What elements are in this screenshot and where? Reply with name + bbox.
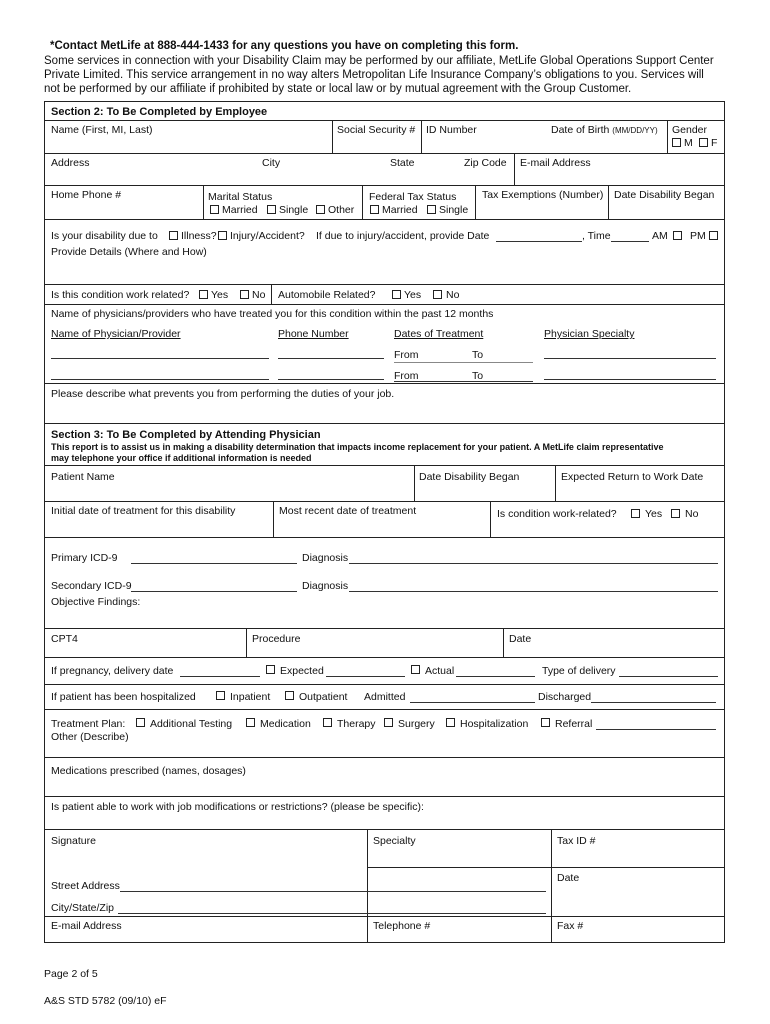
- to-label-1: To: [472, 349, 484, 361]
- tax-single-checkbox[interactable]: [427, 205, 436, 214]
- primary-icd-line[interactable]: [131, 563, 297, 564]
- divider: [555, 465, 556, 501]
- tax-married-checkbox[interactable]: [370, 205, 379, 214]
- am-label: AM: [652, 230, 668, 242]
- surgery-label: Surgery: [398, 718, 435, 730]
- physician-phone-line-1[interactable]: [278, 358, 384, 359]
- physician-name-line-1[interactable]: [51, 358, 269, 359]
- divider: [44, 383, 725, 384]
- primary-icd-label: Primary ICD-9: [51, 552, 118, 564]
- hospitalization-checkbox[interactable]: [446, 718, 455, 727]
- city-state-zip-line[interactable]: [118, 913, 546, 914]
- gender-label: Gender: [672, 124, 708, 136]
- delivery-date-line[interactable]: [180, 676, 260, 677]
- city-field[interactable]: City: [262, 157, 281, 169]
- cpt4-field[interactable]: CPT4: [51, 633, 78, 645]
- auto-yes-checkbox[interactable]: [392, 290, 401, 299]
- divider: [44, 709, 725, 710]
- s3-work-related-no-label: No: [685, 508, 699, 520]
- illness-label: Illness?: [181, 230, 217, 242]
- diagnosis2-label: Diagnosis: [302, 580, 349, 592]
- medications-field[interactable]: Medications prescribed (names, dosages): [51, 765, 246, 777]
- section2-title: Section 2: To Be Completed by Employee: [51, 106, 268, 118]
- expected-label: Expected: [280, 665, 324, 677]
- work-related-yes-label: Yes: [211, 289, 229, 301]
- medication-label: Medication: [260, 718, 311, 730]
- physicians-intro: Name of physicians/providers who have treated you for this condition within the past 12 months: [51, 308, 494, 320]
- prevents-field[interactable]: Please describe what prevents you from performing the duties of your job.: [51, 388, 395, 400]
- divider: [44, 537, 725, 538]
- intro-line-2: Private Limited. This service arrangement in no way alters Metropolitan Life Insurance Company’s obligations to you. Services will: [44, 69, 704, 81]
- city-state-zip-label: City/State/Zip: [51, 902, 115, 914]
- ssn-field[interactable]: Social Security #: [337, 124, 416, 136]
- divider: [44, 423, 725, 424]
- work-related-no-checkbox[interactable]: [240, 290, 249, 299]
- intro-line-3: not be performed by our affiliate if prohibited by state or local law or by mutual agreement with the Group Customer.: [44, 83, 632, 95]
- signature-date-field[interactable]: Date: [557, 872, 580, 884]
- divider: [667, 120, 668, 153]
- diagnosis2-line[interactable]: [349, 591, 718, 592]
- divider: [271, 284, 272, 304]
- divider: [44, 757, 725, 758]
- secondary-icd-label: Secondary ICD-9: [51, 580, 132, 592]
- pm-checkbox[interactable]: [709, 231, 718, 240]
- divider: [246, 628, 247, 657]
- marital-status-label: Marital Status: [208, 191, 273, 203]
- auto-no-checkbox[interactable]: [433, 290, 442, 299]
- divider: [551, 829, 552, 943]
- telephone-field[interactable]: Telephone #: [373, 920, 431, 932]
- specialty-line-1[interactable]: [544, 358, 716, 359]
- married-checkbox[interactable]: [210, 205, 219, 214]
- address-field[interactable]: Address: [51, 157, 90, 169]
- admitted-label: Admitted: [364, 691, 406, 703]
- divider: [414, 465, 415, 501]
- single-label: Single: [279, 204, 309, 216]
- divider: [44, 657, 725, 658]
- diagnosis1-label: Diagnosis: [302, 552, 349, 564]
- gender-male-label: M: [684, 137, 693, 149]
- divider: [44, 829, 725, 830]
- state-field[interactable]: State: [390, 157, 415, 169]
- divider: [44, 796, 725, 797]
- inpatient-label: Inpatient: [230, 691, 271, 703]
- recent-date-field[interactable]: Most recent date of treatment: [279, 505, 417, 517]
- other-label: Other: [328, 204, 355, 216]
- s3-work-related-label: Is condition work-related?: [497, 508, 617, 520]
- name-field[interactable]: Name (First, MI, Last): [51, 124, 153, 136]
- physician-name-line-2[interactable]: [51, 379, 269, 380]
- contact-line: *Contact MetLife at 888-444-1433 for any questions you have on completing this form.: [50, 40, 519, 52]
- tax-exemptions-field[interactable]: Tax Exemptions (Number): [482, 189, 604, 201]
- additional-testing-label: Additional Testing: [150, 718, 233, 730]
- divider: [503, 628, 504, 657]
- referral-label: Referral: [555, 718, 593, 730]
- divider: [475, 185, 476, 219]
- work-related-label: Is this condition work related?: [51, 289, 190, 301]
- expected-return-field[interactable]: Expected Return to Work Date: [561, 471, 704, 483]
- divider: [44, 465, 725, 466]
- married-label: Married: [222, 204, 258, 216]
- initial-date-field[interactable]: Initial date of treatment for this disability: [51, 505, 236, 517]
- divider: [44, 284, 725, 285]
- pregnancy-label: If pregnancy, delivery date: [51, 665, 174, 677]
- form-id: A&S STD 5782 (09/10) eF: [44, 995, 167, 1007]
- divider: [203, 185, 204, 219]
- date-disability-field[interactable]: Date Disability Began: [614, 189, 715, 201]
- s3-work-related-yes-checkbox[interactable]: [631, 509, 640, 518]
- divider: [514, 153, 515, 185]
- home-phone-field[interactable]: Home Phone #: [51, 189, 122, 201]
- form-border: [44, 101, 725, 943]
- divider: [362, 185, 363, 219]
- divider: [44, 120, 725, 121]
- hospitalized-label: If patient has been hospitalized: [51, 691, 196, 703]
- actual-line[interactable]: [456, 676, 535, 677]
- from-label-2: From: [394, 370, 419, 382]
- surgery-checkbox[interactable]: [384, 718, 393, 727]
- therapy-checkbox[interactable]: [323, 718, 332, 727]
- other-describe-field[interactable]: Other (Describe): [51, 731, 129, 743]
- s3-work-related-yes-label: Yes: [645, 508, 663, 520]
- intro-line-1: Some services in connection with your Disability Claim may be performed by our affiliate, MetLife Global Operations Support Center: [44, 55, 714, 67]
- delivery-type-label: Type of delivery: [542, 665, 616, 677]
- discharged-label: Discharged: [538, 691, 592, 703]
- divider: [367, 829, 368, 943]
- gender-female-checkbox[interactable]: [699, 138, 708, 147]
- work-related-no-label: No: [252, 289, 266, 301]
- tax-single-label: Single: [439, 204, 469, 216]
- gender-female-label: F: [711, 137, 718, 149]
- section3-note-1: This report is to assist us in making a disability determination that impacts income replacement for your patient. A MetLife claim representative: [51, 442, 664, 452]
- dob-field[interactable]: [551, 124, 658, 136]
- single-checkbox[interactable]: [267, 205, 276, 214]
- divider: [608, 185, 609, 219]
- therapy-label: Therapy: [337, 718, 376, 730]
- divider: [273, 501, 274, 537]
- dates-line-1[interactable]: [394, 362, 533, 363]
- col-dates: Dates of Treatment: [394, 328, 484, 340]
- actual-label: Actual: [425, 665, 455, 677]
- provide-details-field[interactable]: Provide Details (Where and How): [51, 246, 207, 258]
- discharged-line[interactable]: [591, 702, 716, 703]
- col-specialty: Physician Specialty: [544, 328, 635, 340]
- divider: [44, 501, 725, 502]
- col-physician: Name of Physician/Provider: [51, 328, 181, 340]
- medication-checkbox[interactable]: [246, 718, 255, 727]
- secondary-icd-line[interactable]: [131, 591, 297, 592]
- cpt4-date-field[interactable]: Date: [509, 633, 532, 645]
- time-line[interactable]: [611, 241, 649, 242]
- s3-date-disability-field[interactable]: Date Disability Began: [419, 471, 520, 483]
- section3-title: Section 3: To Be Completed by Attending Physician: [51, 429, 321, 441]
- tax-id-field[interactable]: Tax ID #: [557, 835, 596, 847]
- divider: [44, 185, 725, 186]
- outpatient-label: Outpatient: [299, 691, 348, 703]
- admitted-line[interactable]: [410, 702, 535, 703]
- expected-line[interactable]: [326, 676, 405, 677]
- signature-field[interactable]: Signature: [51, 835, 96, 847]
- fax-field[interactable]: Fax #: [557, 920, 584, 932]
- injury-date-label: If due to injury/accident, provide Date: [316, 230, 490, 242]
- s3-work-related-no-checkbox[interactable]: [671, 509, 680, 518]
- diagnosis1-line[interactable]: [349, 563, 718, 564]
- other-checkbox[interactable]: [316, 205, 325, 214]
- divider: [44, 153, 725, 154]
- divider: [44, 219, 725, 220]
- procedure-field[interactable]: Procedure: [252, 633, 301, 645]
- divider: [44, 684, 725, 685]
- referral-line[interactable]: [596, 729, 716, 730]
- divider: [44, 916, 725, 917]
- delivery-type-line[interactable]: [619, 676, 718, 677]
- injury-checkbox[interactable]: [218, 231, 227, 240]
- dates-line-2[interactable]: [394, 381, 533, 382]
- time-label: , Time: [582, 230, 611, 242]
- auto-yes-label: Yes: [404, 289, 422, 301]
- page-number: Page 2 of 5: [44, 968, 98, 980]
- physician-phone-line-2[interactable]: [278, 379, 384, 380]
- dob-label: Date of Birth: [551, 124, 610, 136]
- section3-note-2: may telephone your office if additional information is needed: [51, 453, 312, 463]
- zip-field[interactable]: Zip Code: [464, 157, 507, 169]
- injury-date-line[interactable]: [496, 241, 582, 242]
- expected-checkbox[interactable]: [266, 665, 275, 674]
- outpatient-checkbox[interactable]: [285, 691, 294, 700]
- treatment-plan-label: Treatment Plan:: [51, 718, 126, 730]
- specialty-line-2[interactable]: [544, 379, 716, 380]
- inpatient-checkbox[interactable]: [216, 691, 225, 700]
- objective-findings-field[interactable]: Objective Findings:: [51, 596, 141, 608]
- divider: [490, 501, 491, 537]
- dob-format: (MM/DD/YY): [612, 126, 658, 135]
- gender-male-checkbox[interactable]: [672, 138, 681, 147]
- divider: [421, 120, 422, 153]
- referral-checkbox[interactable]: [541, 718, 550, 727]
- injury-label: Injury/Accident?: [230, 230, 305, 242]
- tax-married-label: Married: [382, 204, 418, 216]
- federal-tax-label: Federal Tax Status: [369, 191, 457, 203]
- patient-name-field[interactable]: Patient Name: [51, 471, 115, 483]
- from-label-1: From: [394, 349, 419, 361]
- hospitalization-label: Hospitalization: [460, 718, 529, 730]
- email-field[interactable]: E-mail Address: [520, 157, 591, 169]
- divider: [367, 867, 725, 868]
- id-number-field[interactable]: ID Number: [426, 124, 477, 136]
- divider: [332, 120, 333, 153]
- additional-testing-checkbox[interactable]: [136, 718, 145, 727]
- street-address-label: Street Address: [51, 880, 120, 892]
- col-phone: Phone Number: [278, 328, 349, 340]
- divider: [44, 628, 725, 629]
- pm-label: PM: [690, 230, 706, 242]
- illness-checkbox[interactable]: [169, 231, 178, 240]
- auto-related-label: Automobile Related?: [278, 289, 376, 301]
- street-address-line[interactable]: [120, 891, 546, 892]
- divider: [44, 304, 725, 305]
- work-related-yes-checkbox[interactable]: [199, 290, 208, 299]
- am-checkbox[interactable]: [673, 231, 682, 240]
- due-to-label: Is your disability due to: [51, 230, 158, 242]
- auto-no-label: No: [446, 289, 460, 301]
- actual-checkbox[interactable]: [411, 665, 420, 674]
- physician-email-field[interactable]: E-mail Address: [51, 920, 122, 932]
- modifications-field[interactable]: Is patient able to work with job modifications or restrictions? (please be specific):: [51, 801, 424, 813]
- specialty-field[interactable]: Specialty: [373, 835, 416, 847]
- to-label-2: To: [472, 370, 484, 382]
